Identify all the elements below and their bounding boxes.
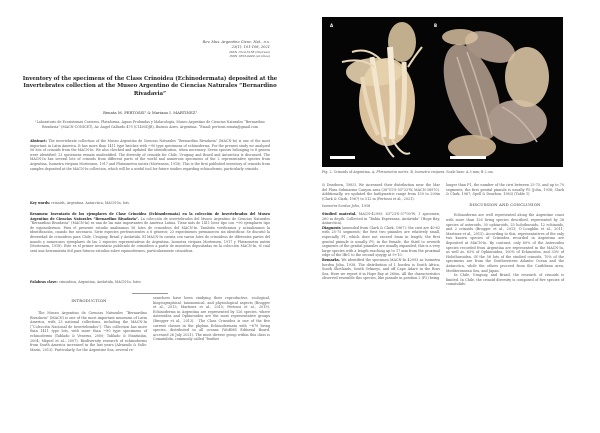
scale-bar-a	[330, 156, 355, 159]
right-page	[300, 0, 600, 433]
introduction-heading: INTRODUCTION	[71, 298, 107, 303]
introduction-col2: searchers have been studying their reproductive, ecological, biogeographical, taxonomical, and physiological aspects (Brogger et al., 2013; Martinez et al., 2015; Pertossi et al., 2019). Echinoderms in Argentina are represented by 126 species, where Asteroidea and Ophiuroidea are the most representative groups (Brogger et al., 2013). The Class Crinoidea is one of the five current classes in the phylum Echinodermata with ~670 living species, distributed in all oceans (WoRMS Editorial Board, accessed 26 July 2021). The most diverse group within this class is Comatulida, commonly called “feather	[153, 296, 270, 342]
remarks-text: We identified the specimen MACN-In 42993 as Isometra hordea John, 1938. The distribution of I. hordea is South Africa, South Shetlands, South Orkneys, and off Cape Adare in the Ross Sea. Here we report it in Hope Bay at 260m. All the characteristics observed resemble this species, like pinnule in position 2 (P2) being	[322, 257, 441, 281]
right-col1	[322, 183, 440, 281]
issn-online: ISSN 1853-0400 (en línea)	[229, 54, 270, 58]
resumen-text: La colección de invertebrados del Museo Argentino de Ciencias Naturales “Bernardino Rivadavia” (MACN-In) es una de las más importantes de América Latina. Tiene más de 1411 lotes tipo con ~90 ejemplares tipo de equinodermos. Para el presente estudio analizamos 56 lotes de crinoideos del MACN-In. También verificamos y actualizamos la identificación, cuando fue necesario. Siete especies pertenecientes a 6 géneros; 23 especímenes permanecen sin identificar. Se discutió la diversidad de crinoideos para Chile, Uruguay, Brasil y Antártida. El MACN-In cuenta con varios lotes de crinoideos de diferentes partes del mundo y numerosos ejemplares de las 2 especies representativas de Argentina, Isometra vivipara Mortensen, 1917 y Phrixometra nutrix (Mortensen, 1918). Este es el primer inventario publicado de crinoideos a partir de muestras depositadas en la colección MACN-In, el cual será una herramienta útil para futuros estudios sobre equinodermos, particularmente crinoideos.	[30, 216, 270, 253]
crinoid-specimen-b	[432, 25, 549, 159]
caption-species-b: Isometra vivipara	[414, 170, 445, 174]
affiliation: ¹Laboratorio de Ecosistemas Costeros, Plataforma, Aguas Profundas y Malacología, Museo Argentino de Ciencias Naturales “Bernardino Rivadavia” (MACN-CONICET), Av. Ángel Gallardo 470 (C1405DJR), Buenos Aires, Argentina. “Email: pertossi.renata@gmail.com	[35, 120, 265, 129]
scale-bar-b	[450, 156, 486, 159]
table-reference-paragraph: longer than P1, the number of the cirri between 25-75, and up to 70 segments, the first genital pinnule is usually P5 (John, 1938; Clark & Clark, 1967; Spell & Dearbon, 1983) (Table 1)	[446, 183, 564, 197]
keywords-text: crinoids, Argentina, Antarctica, MACN-In, lots.	[51, 201, 130, 205]
caption-species-a: Phrixometra nutrix	[376, 170, 409, 174]
right-col2	[446, 183, 564, 287]
palabras-clave-label: Palabras clave:	[30, 280, 58, 284]
authors: Renata M. PERTOSSI¹ & Mariano I. MARTINEZ¹	[103, 110, 197, 115]
remarks	[322, 258, 440, 281]
species-heading: Isometra hordea John, 1938	[322, 204, 371, 209]
diagnosis-text: (amended from Clark & Clark, 1967): the cirri are 40-62 with 25-75 segments; the first two pinnules are relatively small, especially P1, which does not exceed 5mm in length; the first genital pinnule is usually P5; in the female, the third to seventh segments of the genital pinnules are usually expanded; this is a very large species with a length reaching up to 17 mm from the proximal edge of the IBr1 to the second syzygy at 9+10.	[322, 225, 441, 258]
introduction-col1: The Museo Argentino de Ciencias Naturales “Bernardino Rivadavia” (MACN) is one of the most important museums of Latin America, with 23 national collections, including the MACN-In (“Colección Nacional de Invertebrados”). This collection has more than 1411 type lots, with more than ~90 type specimens of echinoderms (Tablado & Venerus, 2000; Tablado & Mantinián, 2004; Miquel et al., 2007). Biodiversity research of echinoderms from South America increased in the last years (Alvarado & Solís-Marín, 2013). Particularly, for the Argentine Sea, several re-	[30, 311, 147, 352]
caption-suffix: . Scale bars: A 5 mm; B 2 cm.	[444, 170, 494, 174]
studied-material-label: Studied material.	[322, 211, 357, 216]
section-divider	[132, 293, 168, 294]
journal-volume: 23(1): 101-108, 2021	[231, 44, 270, 49]
panel-a-label: A	[330, 23, 334, 28]
crinoid-photographs	[322, 17, 563, 167]
keywords-label: Key words:	[30, 201, 51, 205]
distribution-paragraph: & Dearborn, 1983). We increased their distribution near the Mar del Plata Submarine Canyon area (38°51'S-55°33'W, MACN-38970). Additionally, we updated the bathymetric range from 150 to 200m (Clark & Clark, 1967) to 512 m (Pertossi et al., 2021).	[322, 183, 440, 201]
resumen	[30, 212, 270, 253]
caption-mid: . B,	[408, 170, 414, 174]
remarks-label: Remarks.	[322, 257, 340, 262]
discussion-heading: DISCUSSION AND CONCLUSION	[469, 201, 541, 207]
journal-name: Rev. Mus. Argentino Cienc. Nat., n.s.	[202, 40, 270, 44]
panel-b-label: B	[434, 23, 438, 28]
abstract-label: Abstract:	[30, 139, 47, 143]
studied-material-text: MACN-42993: 63°23'S-57°00'W, 1 specimen, 260 m depth. Collected in “Bahía Esperanza, Antártida” (Hope Bay, Antarctica).	[322, 211, 440, 226]
palabras-clave	[30, 280, 270, 285]
figure-caption	[322, 170, 494, 174]
crinoid-specimen-a	[342, 22, 422, 157]
discussion-paragraph-2: In Chile, Uruguay, and Brazil, the research of crinoids is limited. In Chile, the crinoid diversity is composed of five species of comatulids:	[446, 273, 564, 287]
keywords	[30, 201, 270, 206]
discussion-paragraph-1: Echinoderms are well represented along the Argentine coast with more than 126 living species described, represented by 38 species of asteroids, 30 ophiuroids, 25 holothuroids, 12 echinoids, and 2 crinoids (Brogger et al., 2013; O´Loughlin et al., 2011; Martinez et al., 2015). According to this, representatives of the only two known species of Crinoidea recorded in Argentina are deposited at MACN-In. By contrast, only 60% of the Asteroidea species recorded from Argentina are represented in the MACN-In, as well as, 63% of Ophiuroidea, 100% of Echinoidea, and 33% of Holothuroidea. Of the 56 lots of the studied crinoids, 70% of the specimens are from the Southwestern Atlantic Ocean and the Antarctica, while the others proceed from the Caribbean area, Mediterranean Sea, and Japan.	[446, 213, 564, 273]
abstract	[30, 139, 270, 171]
abstract-text: The invertebrate collection of the Museo Argentino de Ciencias Naturales “Bernardino Rivadavia” (MACN-In) is one of the most important in Latin America. It has more than 1411 type batches with ~90 type specimens of echinoderms. For the present study we analyzed 56 lots of crinoids from the MACN-In. We also checked and updated the identification, when necessary. Seven species belonging to 6 genera were identified; 23 specimens remain unidentified. The diversity of crinoids for Chile, Uruguay and Brazil and Antarctica is discussed. The MACN-In has several lots of crinoids from different parts of the world and numerous specimens of the 2 representative species from Argentina, Isometra vivipara Mortensen, 1917 and Phrixometra nutrix (Mortensen, 1918). This is the first published inventory of crinoids from samples deposited at the MACN-In collection, which will be a useful tool for future studies regarding echinoderms, particularly crinoids.	[30, 139, 270, 171]
issn-print: ISSN 1514-5158 (impresa)	[229, 49, 270, 54]
resumen-label: Resumen: Inventario de los ejemplares de Clase Crinoidea (Echinodermata) en la colección de Invertebrados del Museo Argentino de Ciencias Naturales “Bernardino Rivadavia”.	[30, 212, 270, 221]
diagnosis-label: Diagnosis	[322, 225, 341, 230]
palabras-clave-text: crinoideos, Argentina, Antártida, MACN-In, lotes	[58, 280, 141, 284]
caption-prefix: Fig. 2. Crinoids of Argentina. A,	[322, 170, 376, 174]
diagnosis	[322, 226, 440, 258]
figure-2	[322, 17, 563, 167]
article-title: Inventory of the specimens of the Class Crinoidea (Echinodermata) deposited at the Invertebrates collection at the Museo Argentino de Ciencias Naturales “Bernardino Rivadavia”	[22, 76, 278, 97]
studied-material	[322, 212, 440, 226]
journal-citation	[203, 40, 270, 58]
